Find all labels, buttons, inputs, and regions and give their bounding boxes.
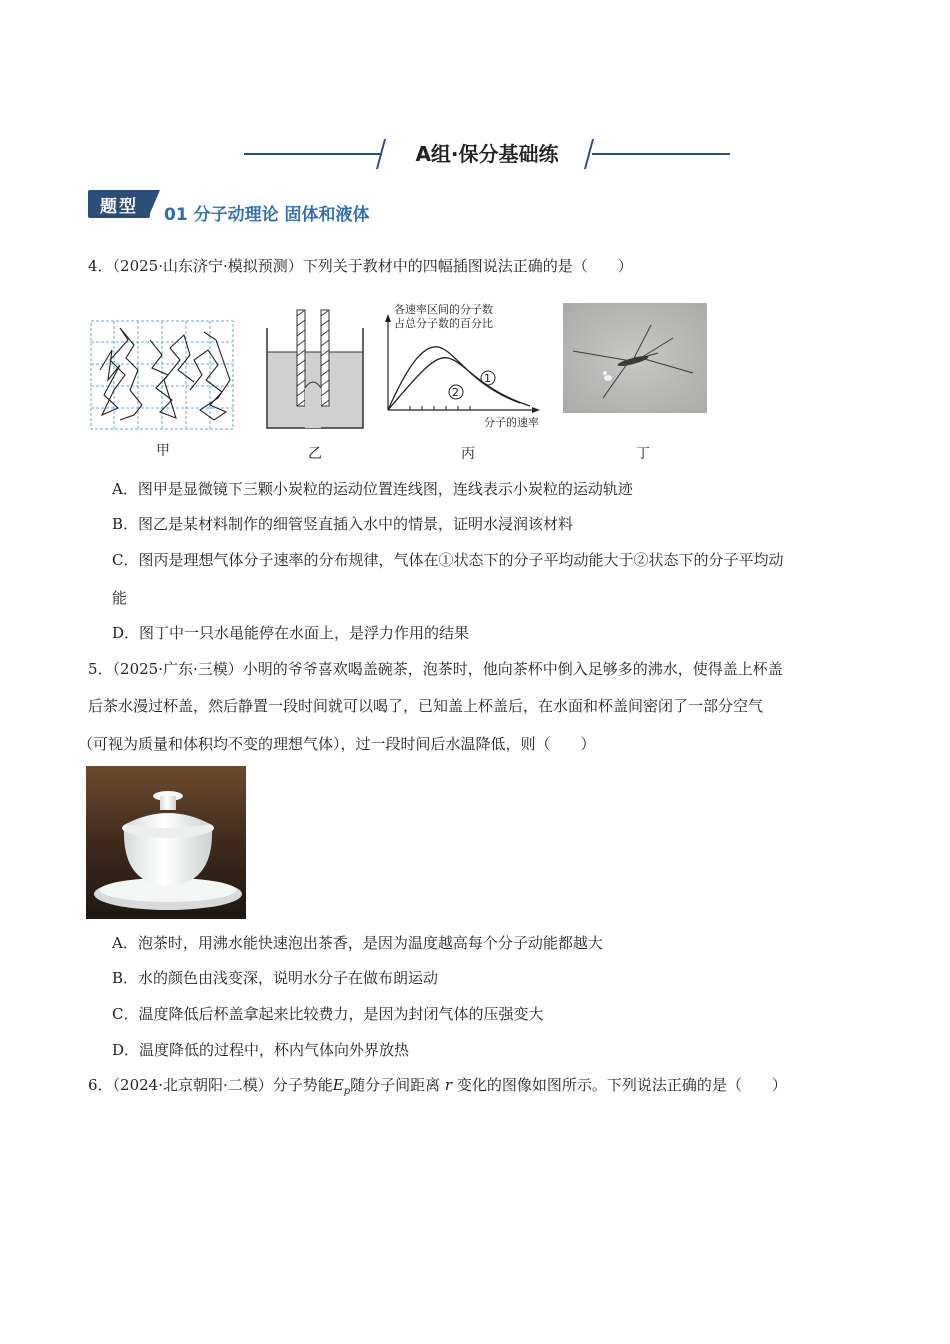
q4-option-d: D．图丁中一只水黾能停在水面上，是浮力作用的结果 <box>112 624 470 642</box>
q4-option-c-line1: C．图丙是理想气体分子速率的分布规律，气体在①状态下的分子平均动能大于②状态下的分子平均动 <box>112 551 784 569</box>
caption-bing: 丙 <box>461 446 475 462</box>
q4-option-c-line2: 能 <box>112 589 128 607</box>
q5-stem-line2: 后茶水漫过杯盖，然后静置一段时间就可以喝了，已知盖上杯盖后，在水面和杯盖间密闭了一部分空气 <box>88 697 764 715</box>
dist-curve-2 <box>388 347 520 410</box>
topic-title: 01 分子动理论 固体和液体 <box>164 205 370 225</box>
section-header <box>240 130 735 178</box>
topic-badge-label: 题型 <box>88 190 150 218</box>
q5-stem-line1: 5．（2025·广东·三模）小明的爷爷喜欢喝盖碗茶，泡茶时，他向茶杯中倒入足够多的沸水，使得盖上杯盖 <box>88 660 783 678</box>
fig-capillary-tube <box>265 308 365 430</box>
q6-symbol-ep: E <box>332 1076 344 1094</box>
q5-option-d: D．温度降低的过程中，杯内气体向外界放热 <box>112 1041 410 1059</box>
q4-stem: 4．（2025·山东济宁·模拟预测）下列关于教材中的四幅插图说法正确的是（ ） <box>88 257 633 275</box>
caption-ding: 丁 <box>636 446 650 462</box>
caption-yi: 乙 <box>308 446 322 462</box>
topic-badge <box>88 190 158 220</box>
section-title: A组·保分基础练 <box>415 142 559 166</box>
q4-option-a: A．图甲是显微镜下三颗小炭粒的运动位置连线图，连线表示小炭粒的运动轨迹 <box>112 480 633 498</box>
q4-option-b: B．图乙是某材料制作的细管竖直插入水中的情景，证明水浸润该材料 <box>112 515 574 533</box>
svg-text:2: 2 <box>452 386 459 399</box>
fig-brownian-motion <box>90 320 236 432</box>
fig-gaiwan-photo <box>86 766 246 919</box>
dist-curve-1 <box>388 358 530 410</box>
q6-stem-part-a: 6．（2024·北京朝阳·二模）分子势能 <box>88 1076 333 1094</box>
dist-xlabel: 分子的速率 <box>484 416 539 429</box>
q6-symbol-r: r <box>444 1076 453 1094</box>
q6-stem <box>88 1074 787 1103</box>
header-left-line <box>244 153 382 155</box>
q6-symbol-ep-sub: p <box>343 1086 351 1097</box>
q5-option-b: B．水的颜色由浅变深，说明水分子在做布朗运动 <box>112 969 439 987</box>
q6-stem-part-c: 变化的图像如图所示。下列说法正确的是（ ） <box>456 1076 787 1094</box>
svg-text:1: 1 <box>484 372 491 385</box>
q5-stem-line3: （可视为质量和体积均不变的理想气体），过一段时间后水温降低，则（ ） <box>78 735 596 753</box>
dist-ylabel-2: 占总分子数的百分比 <box>394 317 493 330</box>
q5-option-a: A．泡茶时，用沸水能快速泡出茶香，是因为温度越高每个分子动能都越大 <box>112 934 603 952</box>
header-right-line <box>592 153 730 155</box>
caption-jia: 甲 <box>156 443 170 459</box>
q5-option-c: C．温度降低后杯盖拿起来比较费力，是因为封闭气体的压强变大 <box>112 1005 544 1023</box>
q6-stem-part-b: 随分子间距离 <box>350 1076 441 1094</box>
fig-water-strider-photo <box>563 303 707 413</box>
fig-speed-distribution <box>380 300 545 432</box>
dist-ylabel-1: 各速率区间的分子数 <box>394 303 493 316</box>
